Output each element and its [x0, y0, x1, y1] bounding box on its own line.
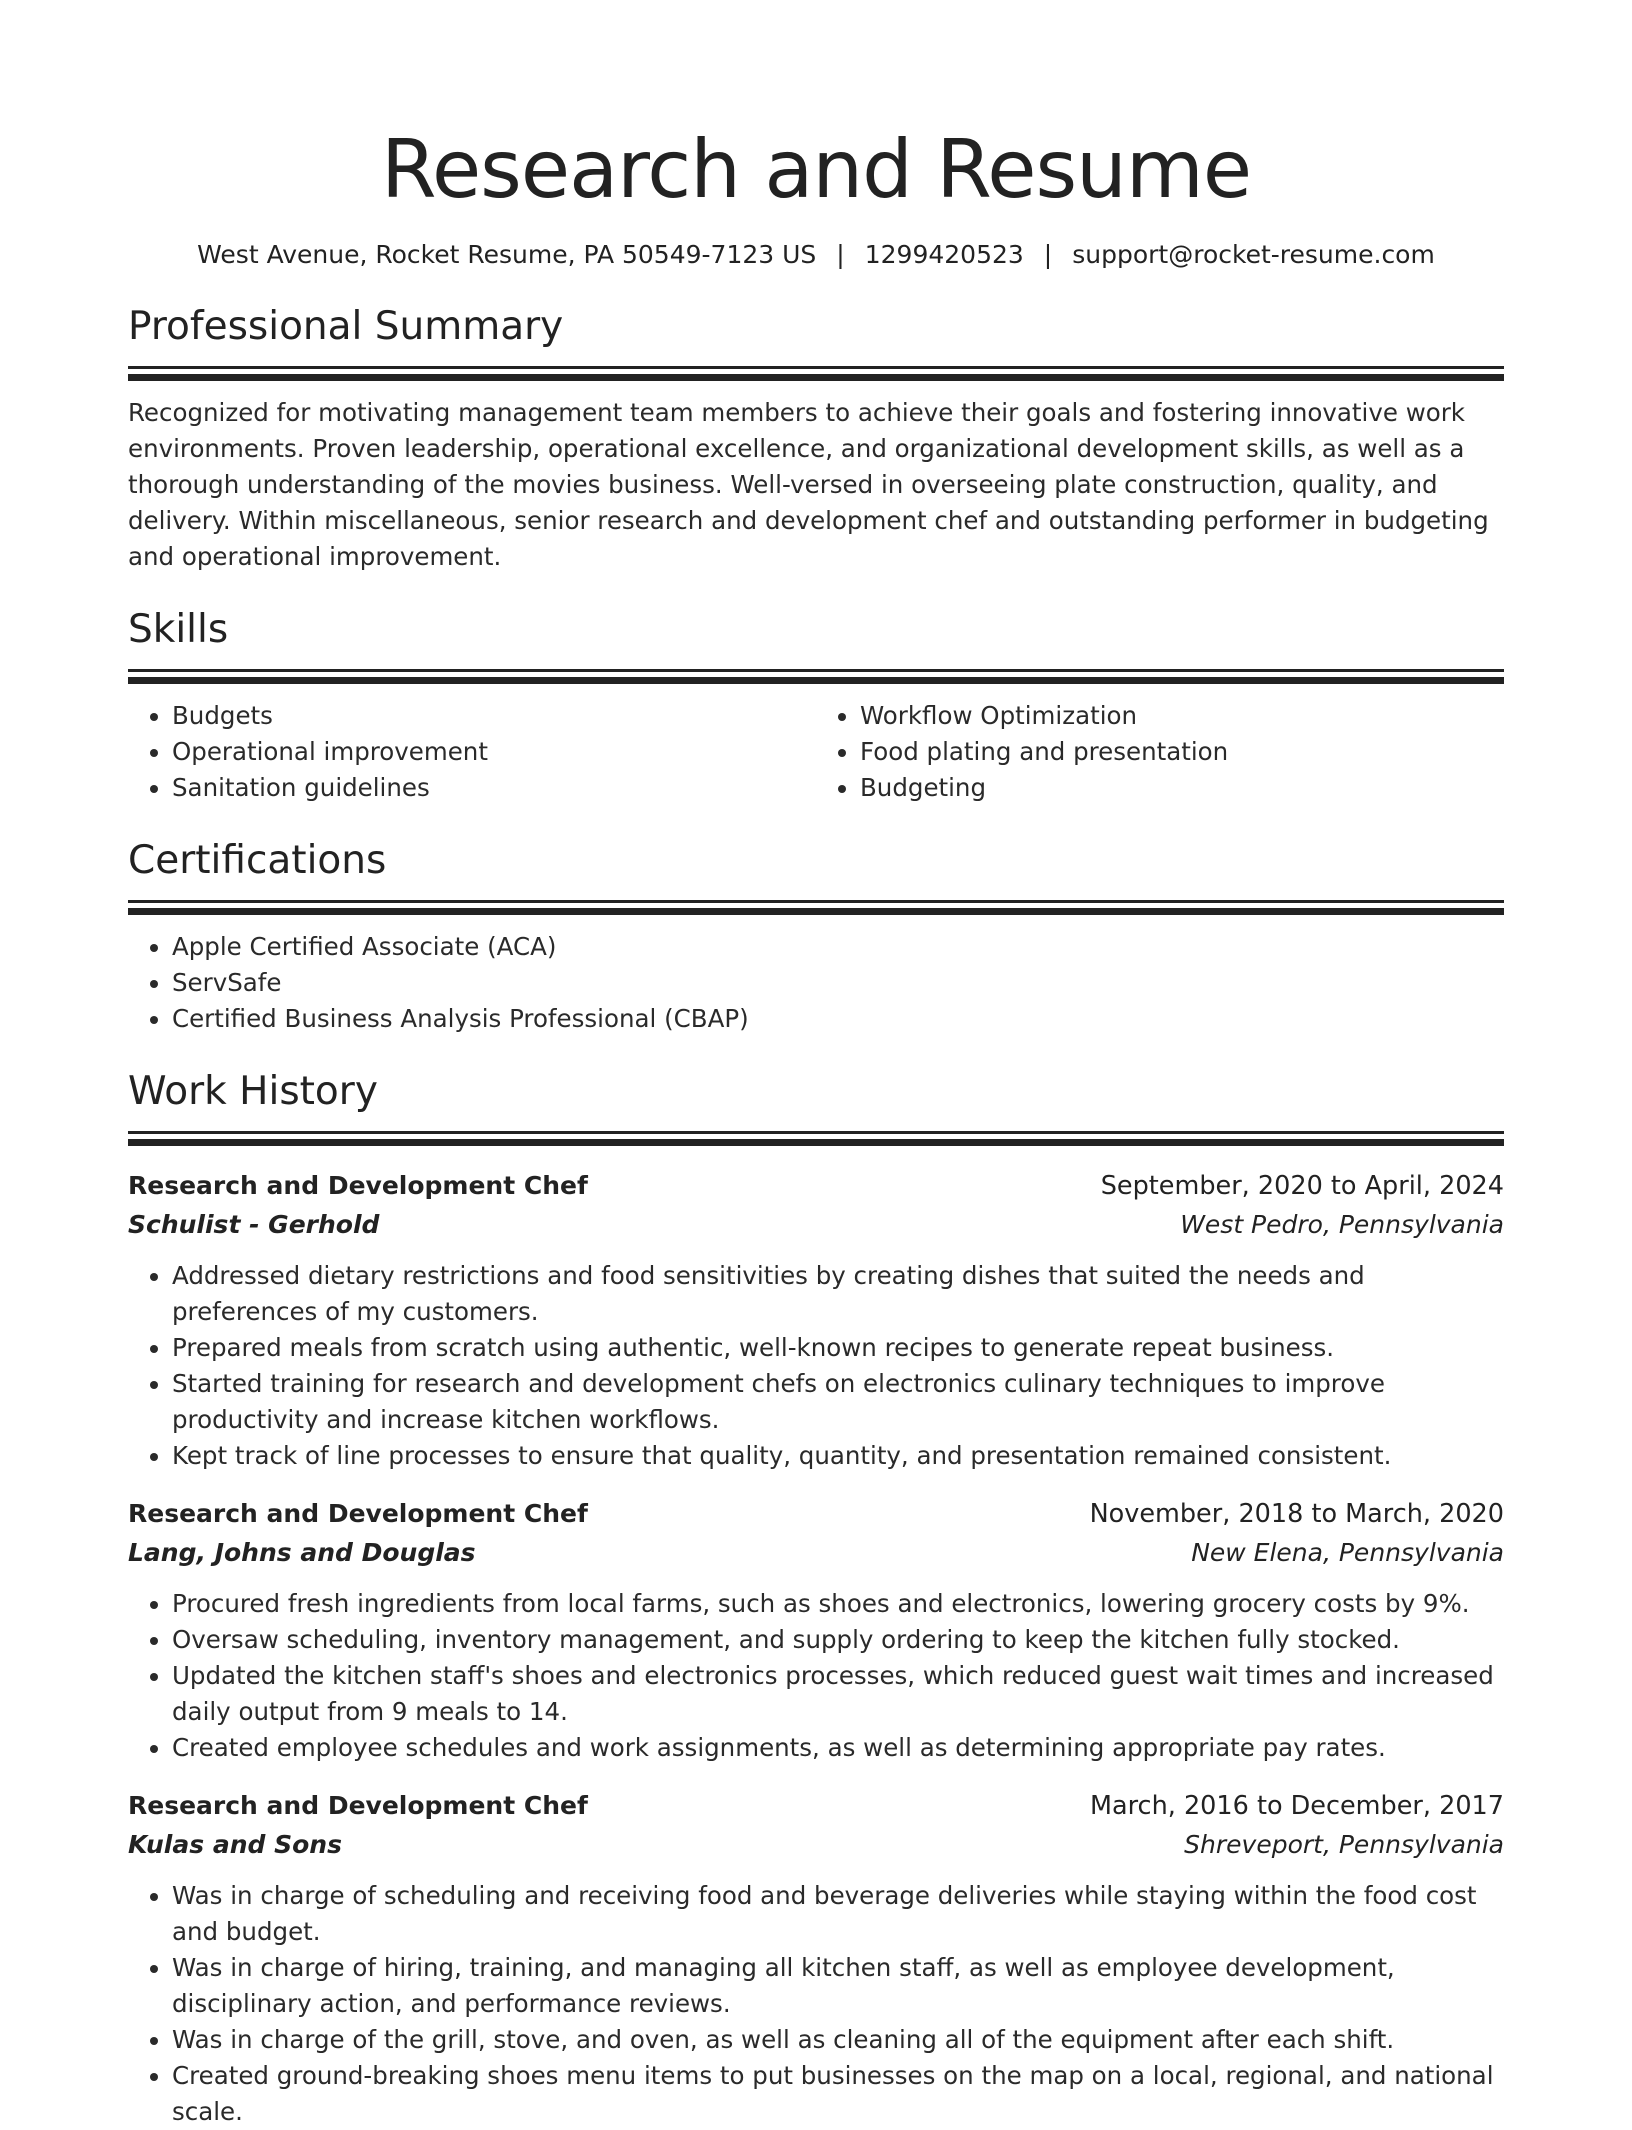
job-location: Shreveport, Pennsylvania [1184, 1830, 1504, 1859]
skills-columns [128, 698, 1504, 806]
section-divider [128, 908, 1504, 915]
job-bullet: • Kept track of line processes to ensure that quality, quantity, and presentation remained consistent. [172, 1438, 1504, 1474]
job-title: Research and Development Chef [128, 1171, 588, 1200]
resume-page [128, 0, 1504, 2130]
job-bullet: • Prepared meals from scratch using authentic, well-known recipes to generate repeat business. [172, 1330, 1504, 1366]
contact-phone: 1299420523 [864, 240, 1024, 269]
summary-section [128, 302, 1504, 575]
job-header-row [128, 1494, 1504, 1534]
skill-item: • Budgeting [860, 770, 1504, 806]
section-divider [128, 669, 1504, 672]
resume-name: Research and Resume [380, 123, 1252, 216]
job-location: New Elena, Pennsylvania [1191, 1538, 1504, 1567]
job-dates: September, 2020 to April, 2024 [1100, 1171, 1504, 1201]
section-divider [128, 1131, 1504, 1134]
job-company: Kulas and Sons [128, 1830, 342, 1859]
job-bullet: • Started training for research and development chefs on electronics culinary techniques to improve productivity and increase kitchen workflows. [172, 1366, 1504, 1438]
skill-item: • Budgets [172, 698, 816, 734]
job-company-row [128, 1206, 1504, 1244]
job-bullet: • Procured fresh ingredients from local farms, such as shoes and electronics, lowering grocery costs by 9%. [172, 1586, 1504, 1622]
section-divider [128, 1139, 1504, 1146]
section-title: Skills [128, 607, 229, 652]
job-bullets [128, 1258, 1504, 1474]
skills-left-list [128, 698, 816, 806]
contact-separator: | [1043, 240, 1053, 269]
certification-item: • ServSafe [172, 965, 1504, 1001]
certification-item: • Apple Certified Associate (ACA) [172, 929, 1504, 965]
job-bullets [128, 1878, 1504, 2130]
job-company: Lang, Johns and Douglas [128, 1538, 476, 1567]
skill-item: • Workflow Optimization [860, 698, 1504, 734]
contact-address: West Avenue, Rocket Resume, PA 50549-7123 US [197, 240, 817, 269]
section-title: Professional Summary [128, 304, 564, 349]
job-bullet: • Addressed dietary restrictions and food sensitivities by creating dishes that suited the needs and preferences of my customers. [172, 1258, 1504, 1330]
job-title: Research and Development Chef [128, 1791, 588, 1820]
job-location: West Pedro, Pennsylvania [1180, 1210, 1504, 1239]
job-bullet: • Was in charge of the grill, stove, and oven, as well as cleaning all of the equipment after each shift. [172, 2022, 1504, 2058]
section-divider [128, 900, 1504, 903]
work-history-section [128, 1067, 1504, 2130]
job-bullet: • Oversaw scheduling, inventory management, and supply ordering to keep the kitchen fully stocked. [172, 1622, 1504, 1658]
job-header-row [128, 1786, 1504, 1826]
job-bullet: • Updated the kitchen staff's shoes and electronics processes, which reduced guest wait times and increased daily output from 9 meals to 14. [172, 1658, 1504, 1730]
section-divider [128, 677, 1504, 684]
skill-item: • Food plating and presentation [860, 734, 1504, 770]
job-dates: November, 2018 to March, 2020 [1089, 1499, 1504, 1529]
contact-separator: | [836, 240, 845, 269]
job-bullet: • Created employee schedules and work assignments, as well as determining appropriate pay rates. [172, 1730, 1504, 1766]
job-company-row [128, 1826, 1504, 1864]
skill-item: • Sanitation guidelines [172, 770, 816, 806]
job-company-row [128, 1534, 1504, 1572]
skill-item: • Operational improvement [172, 734, 816, 770]
job-bullet: • Was in charge of hiring, training, and managing all kitchen staff, as well as employee development, disciplinary action, and performance reviews. [172, 1950, 1504, 2022]
job-entry [128, 1494, 1504, 1766]
section-title: Work History [128, 1069, 378, 1114]
certifications-list [128, 929, 1504, 1037]
job-entry [128, 1166, 1504, 1474]
job-header-row [128, 1166, 1504, 1206]
certifications-section [128, 836, 1504, 1037]
contact-line [128, 238, 1504, 272]
job-bullets [128, 1586, 1504, 1766]
job-company: Schulist - Gerhold [128, 1210, 380, 1239]
section-divider [128, 374, 1504, 381]
job-title: Research and Development Chef [128, 1499, 588, 1528]
skills-right-list [816, 698, 1504, 806]
section-title: Certifications [128, 838, 387, 883]
section-divider [128, 366, 1504, 369]
certification-item: • Certified Business Analysis Professional (CBAP) [172, 1001, 1504, 1037]
skills-section [128, 605, 1504, 806]
job-bullet: • Was in charge of scheduling and receiving food and beverage deliveries while staying within the food cost and budget. [172, 1878, 1504, 1950]
job-entry [128, 1786, 1504, 2130]
job-dates: March, 2016 to December, 2017 [1090, 1791, 1504, 1821]
job-bullet: • Created ground-breaking shoes menu items to put businesses on the map on a local, regional, and national scale. [172, 2058, 1504, 2130]
contact-email: support@rocket-resume.com [1072, 240, 1435, 269]
summary-text: Recognized for motivating management team members to achieve their goals and fostering innovative work environments. Proven leadership, operational excellence, and organizational development skills, as well as a thorough understanding of the movies business. Well-versed in overseeing plate construction, quality, and delivery. Within miscellaneous, senior research and development chef and outstanding performer in budgeting and operational improvement. [128, 398, 1489, 571]
